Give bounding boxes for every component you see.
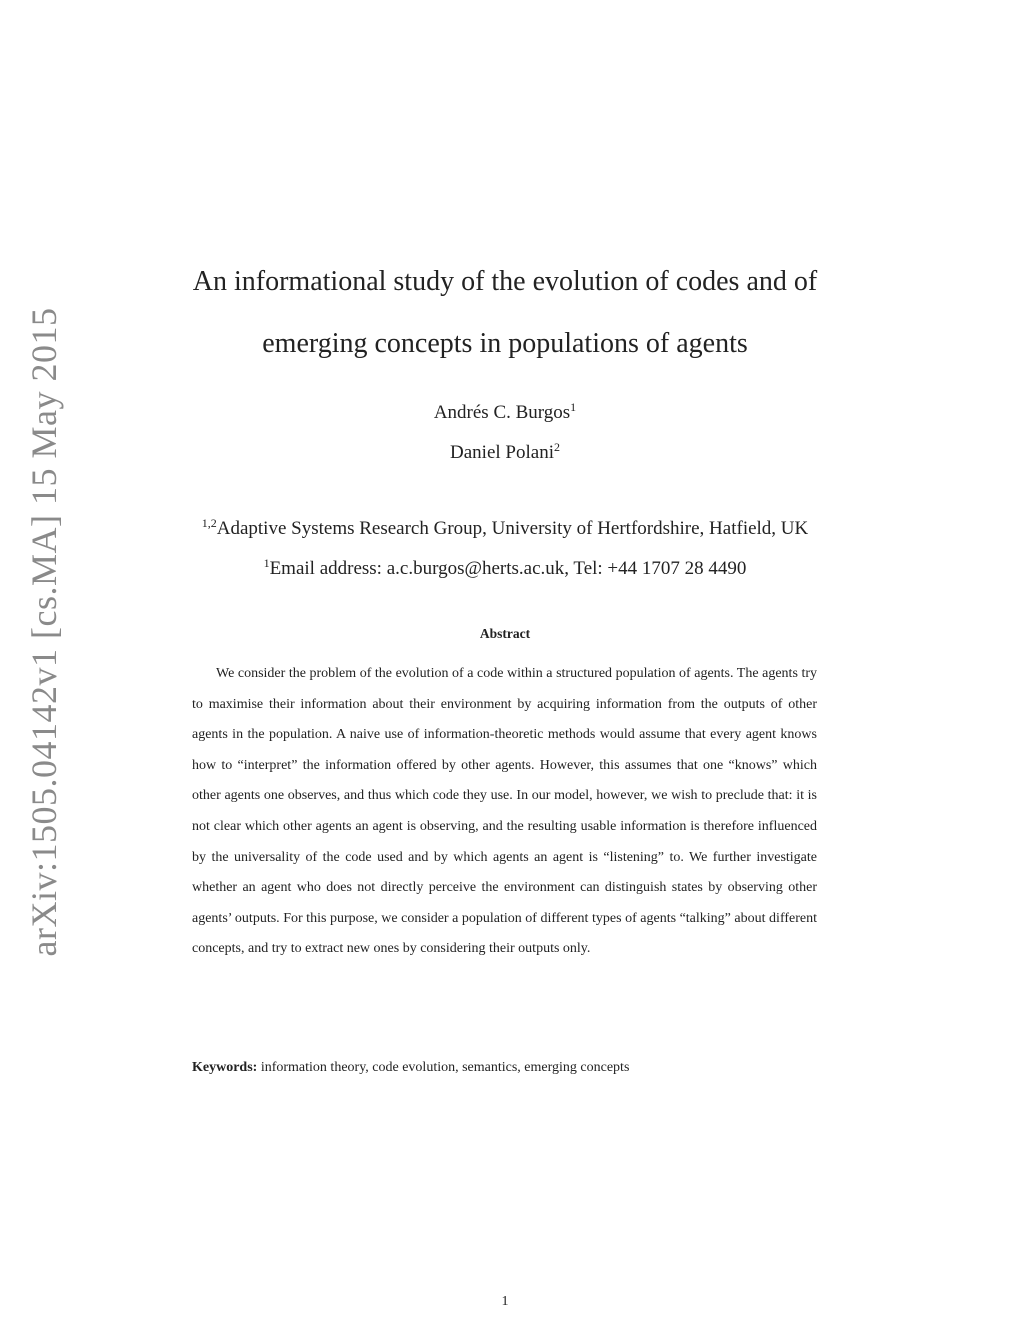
contact-info [150,556,860,580]
author-1 [150,400,860,424]
keywords-text: information theory, code evolution, semantics, emerging concepts [260,1060,630,1075]
arxiv-identifier-stamp: arXiv:1505.04142v1 [cs.MA] 15 May 2015 [24,307,64,957]
author-2-name: Daniel Polani [450,442,554,463]
abstract-body: We consider the problem of the evolution of a code within a structured population of agents. The agents try to maximise their information about their environment by acquiring information from the outputs of other agents in the population. A naive use of information-theoretic methods would assume that every agent knows how to “interpret” the information offered by other agents. However, this assumes that one “knows” which other agents one observes, and thus which code they use. In our model, however, we wish to preclude that: it is not clear which other agents an agent is observing, and the resulting usable information is therefore influenced by the universality of the code used and by which agents an agent is “listening” to. We further investigate whether an agent who does not directly perceive the environment can distinguish states by observing other agents’ outputs. For this purpose, we consider a population of different types of agents “talking” about different concepts, and try to extract new ones by considering their outputs only. [192,666,817,957]
paper-title-line-1: An informational study of the evolution of codes and of [192,266,818,297]
affiliation-superscript: 1,2 [201,516,217,530]
page-number: 1 [501,1294,509,1309]
keywords [192,1060,817,1076]
abstract-heading: Abstract [479,626,531,641]
contact-superscript: 1 [263,556,270,570]
author-2 [150,440,860,464]
paper-title-line-2: emerging concepts in populations of agents [262,328,748,359]
keywords-label: Keywords: [192,1060,258,1075]
contact-text: Email address: a.c.burgos@herts.ac.uk, Tel: +44 1707 28 4490 [269,558,747,579]
affiliation [120,516,890,540]
author-1-superscript: 1 [570,400,577,414]
affiliation-text: Adaptive Systems Research Group, University of Hertfordshire, Hatfield, UK [216,518,809,539]
author-2-superscript: 2 [553,440,560,454]
author-1-name: Andrés C. Burgos [433,402,571,423]
